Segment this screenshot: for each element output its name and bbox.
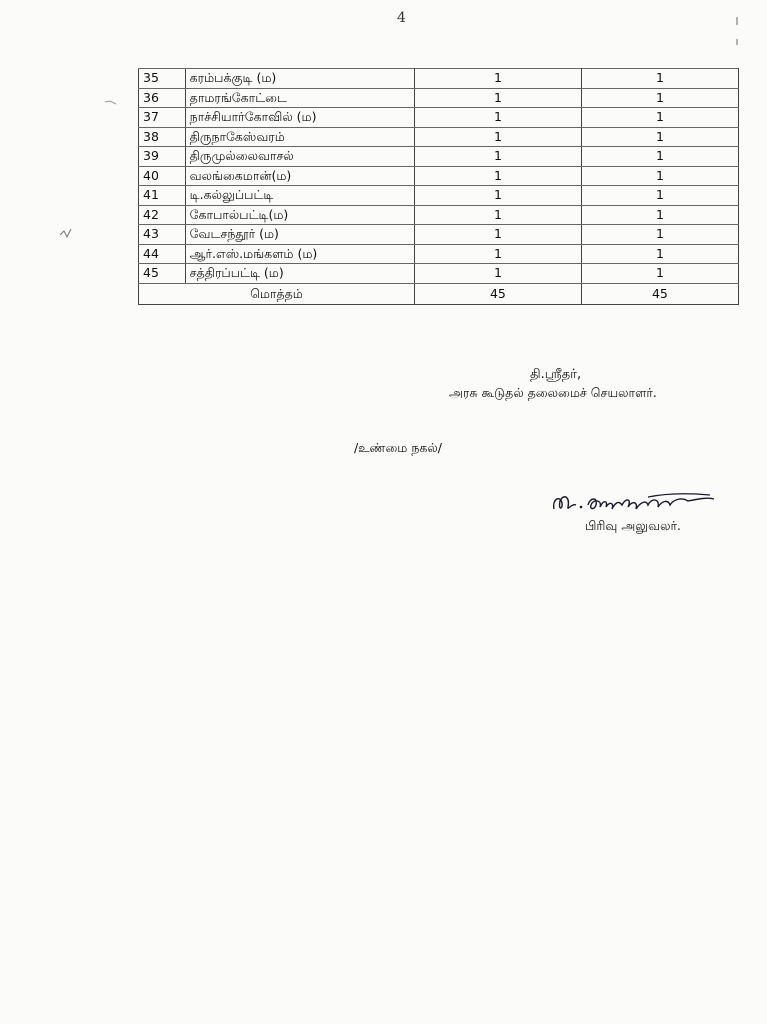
count-col1: 1 [414, 264, 581, 284]
place-name: திருமுல்லைவாசல் [185, 147, 414, 167]
count-col1: 1 [414, 244, 581, 264]
place-name: நாச்சியார்கோவில் (ம) [185, 108, 414, 128]
count-col2: 1 [581, 69, 738, 89]
page-number: 4 [397, 10, 406, 26]
total-col1: 45 [414, 283, 581, 304]
row-number: 35 [139, 69, 186, 89]
count-col2: 1 [581, 205, 738, 225]
count-col1: 1 [414, 127, 581, 147]
count-col1: 1 [414, 108, 581, 128]
signatory-title: அரசு கூடுதல் தலைமைச் செயலாளர். [449, 385, 657, 400]
true-copy-label: /உண்மை நகல்/ [354, 440, 442, 455]
row-number: 44 [139, 244, 186, 264]
scan-mark [734, 15, 740, 47]
table-row [139, 166, 739, 186]
row-number: 45 [139, 264, 186, 284]
place-name: கோபால்பட்டி(ம) [185, 205, 414, 225]
count-col2: 1 [581, 244, 738, 264]
scan-mark [104, 98, 118, 106]
scan-mark [58, 225, 74, 241]
row-number: 36 [139, 88, 186, 108]
count-col2: 1 [581, 225, 738, 245]
place-name: திருநாகேஸ்வரம் [185, 127, 414, 147]
place-name: கரம்பக்குடி (ம) [185, 69, 414, 89]
row-number: 38 [139, 127, 186, 147]
table-row [139, 69, 739, 89]
row-number: 41 [139, 186, 186, 206]
count-col1: 1 [414, 166, 581, 186]
section-officer-title: பிரிவு அலுவலர். [585, 518, 681, 533]
count-col1: 1 [414, 147, 581, 167]
place-name: வலங்கைமான்(ம) [185, 166, 414, 186]
table-row [139, 205, 739, 225]
place-name: டி.கல்லுப்பட்டி [185, 186, 414, 206]
count-col2: 1 [581, 127, 738, 147]
table-row [139, 244, 739, 264]
table-row [139, 186, 739, 206]
total-row [139, 283, 739, 304]
count-col1: 1 [414, 205, 581, 225]
count-col2: 1 [581, 147, 738, 167]
count-col2: 1 [581, 186, 738, 206]
count-col1: 1 [414, 225, 581, 245]
place-name: வேடசந்தூர் (ம) [185, 225, 414, 245]
count-col2: 1 [581, 264, 738, 284]
table-row [139, 127, 739, 147]
row-number: 43 [139, 225, 186, 245]
total-label: மொத்தம் [139, 283, 415, 304]
total-col2: 45 [581, 283, 738, 304]
place-name: தாமரங்கோட்டை [185, 88, 414, 108]
count-col2: 1 [581, 108, 738, 128]
place-name: சத்திரப்பட்டி (ம) [185, 264, 414, 284]
table-row [139, 88, 739, 108]
place-name: ஆர்.எஸ்.மங்களம் (ம) [185, 244, 414, 264]
table-row [139, 147, 739, 167]
row-number: 39 [139, 147, 186, 167]
table-row [139, 225, 739, 245]
allocation-table [138, 68, 739, 305]
count-col1: 1 [414, 88, 581, 108]
row-number: 37 [139, 108, 186, 128]
count-col1: 1 [414, 186, 581, 206]
table-row [139, 108, 739, 128]
count-col2: 1 [581, 166, 738, 186]
row-number: 40 [139, 166, 186, 186]
count-col1: 1 [414, 69, 581, 89]
row-number: 42 [139, 205, 186, 225]
table-row [139, 264, 739, 284]
count-col2: 1 [581, 88, 738, 108]
signatory-name: தி.ஸ்ரீதர், [530, 367, 582, 382]
